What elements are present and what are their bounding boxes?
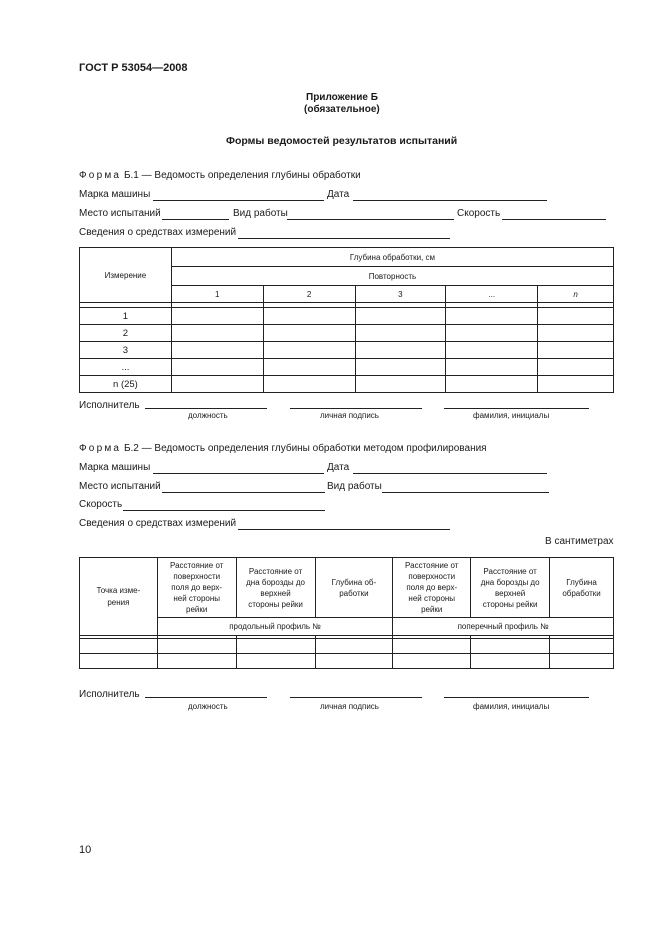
form2-work-field[interactable] (382, 492, 549, 493)
form1-place-label: Место испытаний (79, 208, 161, 219)
form2-machine-label: Марка машины (79, 462, 151, 473)
form2-prefix: Форма (79, 443, 122, 454)
form2-position-caption: должность (188, 702, 228, 711)
form1-date-label: Дата (327, 189, 350, 200)
col-b-header: Расстояние от дна борозды до верхней стороны рейки (236, 558, 315, 618)
col-e-header: Расстояние от дна борозды до верхней стороны рейки (471, 558, 550, 618)
form2-signature-caption: личная подпись (320, 702, 379, 711)
form2-name-caption: фамилия, инициалы (473, 702, 550, 711)
measure-column-header: Измерение (80, 248, 172, 303)
table-row (80, 342, 614, 359)
form2-machine-field[interactable] (153, 473, 324, 474)
form2-position-field[interactable] (145, 697, 267, 698)
form2-instruments-label: Сведения о средствах измерений (79, 518, 237, 529)
repeat-column-header: Повторность (171, 267, 613, 286)
form2-signature-field[interactable] (290, 697, 422, 698)
repeat-col-4: ... (446, 286, 538, 303)
form1-position-field[interactable] (145, 408, 267, 409)
repeat-col-3: 3 (355, 286, 446, 303)
form1-machine-field[interactable] (153, 200, 324, 201)
form1-speed-label: Скорость (457, 208, 501, 219)
point-column-header: Точка изме-рения (80, 558, 158, 636)
appendix-subtitle: (обязательное) (304, 104, 380, 115)
document-code: ГОСТ Р 53054—2008 (79, 62, 188, 74)
repeat-col-1: 1 (171, 286, 263, 303)
form2-title (79, 443, 487, 454)
form2-work-label: Вид работы (327, 481, 382, 492)
form1-title (79, 170, 361, 181)
table-row (80, 654, 614, 669)
form1-date-field[interactable] (353, 200, 547, 201)
table-row (80, 308, 614, 325)
col-a-header: Расстояние от поверхности поля до верх-ней стороны рейки (157, 558, 236, 618)
form2-place-label: Место испытаний (79, 481, 161, 492)
form2-speed-field[interactable] (123, 510, 325, 511)
table-row (80, 359, 614, 376)
appendix-heading: Формы ведомостей результатов испытаний (226, 135, 458, 147)
form1-title-text: Б.1 — Ведомость определения глубины обработки (123, 170, 361, 181)
table-row (80, 376, 614, 393)
row-label: n (25) (80, 376, 172, 393)
repeat-col-2: 2 (263, 286, 355, 303)
form1-work-field[interactable] (287, 219, 454, 220)
row-label: 3 (80, 342, 172, 359)
form1-speed-field[interactable] (502, 219, 606, 220)
form2-executor-label: Исполнитель (79, 689, 140, 700)
page-number: 10 (79, 844, 92, 856)
repeat-col-n: n (538, 286, 614, 303)
row-label: 1 (80, 308, 172, 325)
form1-work-label: Вид работы (233, 208, 288, 219)
col-d-header: Расстояние от поверхности поля до верх-ней стороны рейки (393, 558, 471, 618)
row-label: 2 (80, 325, 172, 342)
form2-speed-label: Скорость (79, 499, 123, 510)
form2-date-field[interactable] (353, 473, 547, 474)
form2-name-field[interactable] (444, 697, 589, 698)
form1-executor-label: Исполнитель (79, 400, 140, 411)
form2-title-text: Б.2 — Ведомость определения глубины обработки методом профилирования (123, 443, 487, 454)
appendix-title: Приложение Б (306, 92, 378, 103)
col-f-header: Глубина обработки (550, 558, 614, 618)
form2-date-label: Дата (327, 462, 350, 473)
form1-instruments-label: Сведения о средствах измерений (79, 227, 237, 238)
form1-prefix: Форма (79, 170, 122, 181)
form1-table (79, 247, 614, 393)
form1-signature-field[interactable] (290, 408, 422, 409)
form2-table (79, 557, 614, 669)
transverse-profile-header: поперечный профиль № (393, 618, 614, 636)
depth-column-header: Глубина обработки, см (171, 248, 613, 267)
row-label: ... (80, 359, 172, 376)
form1-position-caption: должность (188, 411, 228, 420)
longitudinal-profile-header: продольный профиль № (157, 618, 393, 636)
form1-machine-label: Марка машины (79, 189, 151, 200)
form2-place-field[interactable] (162, 492, 325, 493)
form2-units-label: В сантиметрах (545, 536, 614, 547)
form1-place-field[interactable] (162, 219, 229, 220)
form2-instruments-field[interactable] (238, 529, 450, 530)
table-row (80, 639, 614, 654)
form1-instruments-field[interactable] (238, 238, 450, 239)
col-c-header: Глубина об-работки (315, 558, 393, 618)
table-row (80, 325, 614, 342)
form1-name-field[interactable] (444, 408, 589, 409)
form1-name-caption: фамилия, инициалы (473, 411, 550, 420)
form1-signature-caption: личная подпись (320, 411, 379, 420)
